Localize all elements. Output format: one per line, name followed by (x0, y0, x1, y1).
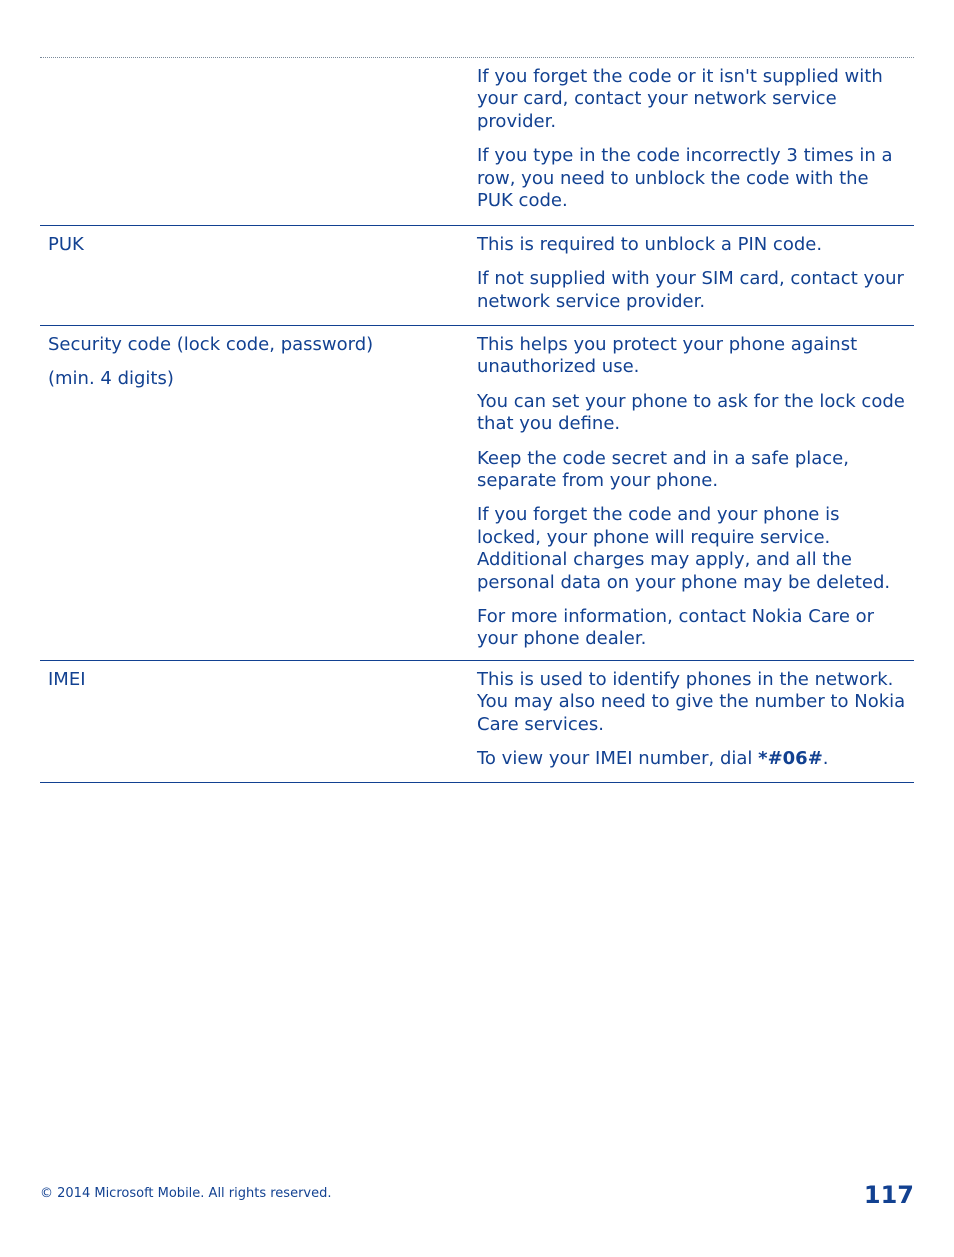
row-description-cell (477, 669, 914, 782)
page-number: 117 (863, 1181, 914, 1209)
code-name-label: PUK (48, 234, 84, 255)
table-row-pin-continuation (40, 66, 914, 226)
description-paragraph: If you forget the code and your phone is locked, your phone will require service. Additional charges may apply, and all the personal data on your phone may be deleted. (477, 504, 891, 593)
description-paragraph: If you forget the code or it isn't supplied with your card, contact your network service provider. (477, 66, 883, 132)
description-paragraph: If you type in the code incorrectly 3 times in a row, you need to unblock the code with the PUK code. (477, 145, 893, 212)
description-paragraph: This is used to identify phones in the network. You may also need to give the number to Nokia Care services. (477, 669, 906, 735)
imei-dial-instruction (477, 748, 908, 770)
row-description-cell (477, 66, 914, 225)
imei-instruction-prefix: To view your IMEI number, dial (477, 748, 759, 770)
row-description-cell (477, 334, 914, 660)
table-row-security-code (40, 326, 914, 661)
description-paragraph: For more information, contact Nokia Care or your phone dealer. (477, 606, 875, 650)
row-label-cell (40, 669, 477, 782)
description-paragraph: If not supplied with your SIM card, contact your network service provider. (477, 268, 904, 312)
row-label-cell (40, 234, 477, 325)
table-row-imei (40, 661, 914, 783)
description-paragraph: Keep the code secret and in a safe place, separate from your phone. (477, 447, 849, 492)
imei-instruction-suffix: . (822, 748, 829, 770)
description-paragraph: This is required to unblock a PIN code. (477, 234, 823, 255)
code-length-note: (min. 4 digits) (48, 368, 174, 390)
row-label-cell (40, 66, 477, 225)
row-label-cell (40, 334, 477, 660)
top-dotted-rule (40, 57, 914, 58)
code-name-label: IMEI (48, 669, 86, 690)
description-paragraph: This helps you protect your phone against unauthorized use. (477, 334, 858, 378)
code-name-label: Security code (lock code, password) (48, 334, 374, 355)
description-paragraph: You can set your phone to ask for the lock code that you define. (477, 390, 905, 435)
codes-table (40, 66, 914, 783)
imei-dial-code: *#06# (758, 748, 823, 770)
table-row-puk (40, 226, 914, 326)
footer-copyright: © 2014 Microsoft Mobile. All rights reserved. (40, 1186, 332, 1201)
row-description-cell (477, 234, 914, 325)
